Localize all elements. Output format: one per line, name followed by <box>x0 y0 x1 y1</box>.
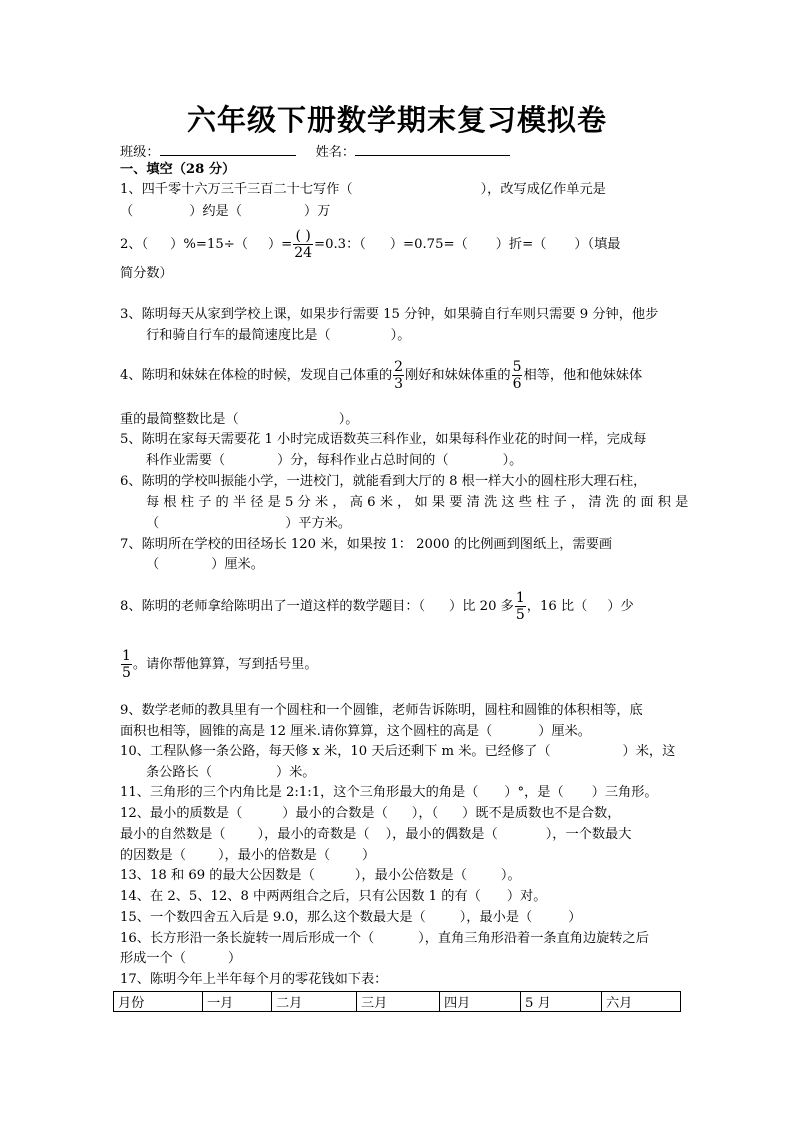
q13-text: ）。 <box>500 868 521 883</box>
q8-text: ）比 20 多 <box>449 599 514 614</box>
class-field[interactable] <box>160 141 296 156</box>
q15-text: ），最小是（ <box>459 910 533 925</box>
q1-text: ）万 <box>303 204 331 219</box>
question-4 <box>120 358 642 394</box>
section-heading: 一、填空（28 分） <box>120 162 236 177</box>
question-3-cont <box>146 327 410 345</box>
question-2-cont: 简分数） <box>120 266 173 281</box>
fraction-denominator: 5 <box>515 607 525 623</box>
fraction-denominator: 5 <box>122 665 131 681</box>
q2-text: =0.3：（ <box>314 237 366 252</box>
q16-text: 形成一个（ <box>120 951 186 966</box>
question-5-cont <box>146 452 522 470</box>
q11-text: 11、三角形的三个内角比是 2:1:1，这个三角形最大的角是（ <box>120 785 479 800</box>
header-row <box>120 141 510 162</box>
q2-text: ）（填最 <box>574 237 621 252</box>
q12-text: 12、最小的质数是（ <box>120 806 243 821</box>
q2-text: ）= <box>267 237 293 252</box>
allowance-table <box>113 991 681 1012</box>
question-14 <box>120 888 546 906</box>
q12-text: ），最小的偶数是（ <box>385 827 498 842</box>
question-2 <box>120 228 620 261</box>
q12-text: ）既不是质数也不是合数， <box>462 806 621 821</box>
question-4-cont <box>120 411 358 429</box>
q1-text: （ <box>120 204 134 219</box>
q12-text: ） <box>362 848 376 863</box>
table-row <box>114 992 681 1012</box>
question-15 <box>120 909 581 927</box>
q9-text: ）厘米。 <box>538 724 591 739</box>
q3-text: 行和骑自行车的最简速度比是（ <box>146 328 331 343</box>
q13-text: 13、18 和 69 的最大公因数是（ <box>120 868 315 883</box>
question-17: 17、陈明今年上半年每个月的零花钱如下表： <box>120 972 388 987</box>
q16-text: ），直角三角形沿着一条直角边旋转之后 <box>418 931 649 946</box>
q14-text: 14、在 2、5、12、8 中两两组合之后，只有公因数 1 的有（ <box>120 889 481 904</box>
question-13 <box>120 867 521 885</box>
table-header-cell: 六月 <box>602 992 681 1012</box>
question-1-cont <box>120 203 330 221</box>
q6-text: （ <box>146 516 160 531</box>
fraction-denominator: 6 <box>512 376 522 392</box>
q8-text: 8、陈明的老师拿给陈明出了一道这样的数学题目：（ <box>120 599 426 614</box>
q7-text: （ <box>146 557 160 572</box>
q6-text: ）平方米。 <box>285 516 352 531</box>
question-7-cont <box>146 556 264 574</box>
q5-text: ）。 <box>502 453 523 468</box>
name-label: 姓名： <box>315 145 356 160</box>
q14-text: ）对。 <box>506 889 547 904</box>
q12-text: ），（ <box>411 806 439 821</box>
class-label: 班级： <box>120 145 160 160</box>
question-6-cont: 每 根 柱 子 的 半 径 是 5 分 米 ， 高 6 米 ， 如 果 要 清 洗 这 些 柱 子 ， 清 洗 的 面 积 是 <box>146 495 689 510</box>
question-10-cont <box>146 764 316 782</box>
table-header-cell: 月份 <box>114 992 203 1012</box>
fraction <box>515 590 526 623</box>
q10-text: ）米。 <box>275 765 316 780</box>
fraction-denominator: 24 <box>294 245 313 261</box>
page-title: 六年级下册数学期末复习模拟卷 <box>186 103 607 137</box>
table-header-cell: 四月 <box>440 992 521 1012</box>
q2-text: ）%=15÷（ <box>170 237 248 252</box>
q15-text: 15、一个数四舍五入后是 9.0，那么这个数最大是（ <box>120 910 426 925</box>
q12-text: ），最小的奇数是（ <box>257 827 370 842</box>
table-header-cell: 三月 <box>357 992 440 1012</box>
q12-text: ），一个数最大 <box>545 827 632 842</box>
q11-text: ）三角形。 <box>591 785 658 800</box>
question-12-cont <box>120 826 631 844</box>
q4-text: 刚好和妹妹体重的 <box>405 368 511 383</box>
question-6: 6、陈明的学校叫振能小学，一进校门，就能看到大厅的 8 根一样大小的圆柱形大理石柱， <box>120 474 647 489</box>
q5-text: ）分，每科作业占总时间的（ <box>277 453 449 468</box>
q2-text: ）折=（ <box>495 237 547 252</box>
q10-text: 条公路长（ <box>146 765 212 780</box>
q3-text: ）。 <box>390 328 411 343</box>
q8-text: 。请你帮他算算，写到括号里。 <box>132 657 318 672</box>
fraction-numerator: 2 <box>394 359 404 375</box>
fraction <box>121 648 132 681</box>
q7-text: ）厘米。 <box>211 557 264 572</box>
q1-text: 1、四千零十六万三千三百二十七写作（ <box>120 182 353 197</box>
q12-text: ），最小的倍数是（ <box>217 848 331 863</box>
question-9: 9、数学老师的教具里有一个圆柱和一个圆锥，老师告诉陈明，圆柱和圆锥的体积相等，底 <box>120 703 643 718</box>
q8-text: ，16 比（ <box>526 599 588 614</box>
q5-text: 科作业需要（ <box>146 453 226 468</box>
q12-text: 的因数是（ <box>120 848 186 863</box>
q16-text: ） <box>227 951 242 966</box>
fraction-numerator: 1 <box>515 590 525 606</box>
q4-text: 4、陈明和妹妹在体检的时候，发现自己体重的 <box>120 368 393 383</box>
question-7: 7、陈明所在学校的田径场长 120 米，如果按 1： 2000 的比例画到图纸上，需要画 <box>120 537 613 552</box>
question-1 <box>120 181 606 199</box>
question-5: 5、陈明在家每天需要花 1 小时完成语数英三科作业，如果每科作业花的时间一样，完成每 <box>120 432 647 447</box>
q11-text: ）°，是（ <box>504 785 564 800</box>
table-header-cell: 一月 <box>203 992 272 1012</box>
fraction-denominator: 3 <box>394 376 404 392</box>
name-field[interactable] <box>355 141 510 156</box>
fraction <box>512 359 523 392</box>
q10-text: ）米，这 <box>622 744 676 759</box>
fraction-numerator: 5 <box>512 359 522 375</box>
q4-text: 重的最简整数比是（ <box>120 412 239 427</box>
question-3: 3、陈明每天从家到学校上课，如果步行需要 15 分钟，如果骑自行车则只需要 9 分钟，他步 <box>120 307 659 322</box>
q12-text: 最小的自然数是（ <box>120 827 226 842</box>
question-8-cont <box>120 647 318 683</box>
table-header-cell: 5 月 <box>521 992 602 1012</box>
fraction <box>393 359 404 392</box>
q13-text: ），最小公倍数是（ <box>354 868 467 883</box>
table-header-cell: 二月 <box>272 992 357 1012</box>
question-16-cont <box>120 950 241 968</box>
question-12-cont2 <box>120 847 375 865</box>
question-16 <box>120 930 649 948</box>
q15-text: ） <box>568 910 582 925</box>
q1-text: ），改写成亿作单元是 <box>480 182 606 197</box>
fraction <box>293 228 313 261</box>
q12-text: ）最小的合数是（ <box>282 806 388 821</box>
question-10 <box>120 743 675 761</box>
q4-text: 相等，他和他妹妹体 <box>523 368 643 383</box>
question-6-cont2 <box>146 515 351 533</box>
q9-text: 面积也相等，圆锥的高是 12 厘米.请你算算，这个圆柱的高是（ <box>120 724 493 739</box>
q8-text: ）少 <box>607 599 634 614</box>
fraction-numerator: 1 <box>122 648 131 664</box>
question-12 <box>120 805 620 823</box>
q16-text: 16、长方形沿一条长旋转一周后形成一个（ <box>120 931 375 946</box>
question-8 <box>120 589 634 625</box>
fraction-numerator: ( ) <box>293 228 313 245</box>
question-9-cont <box>120 723 591 741</box>
q4-text: ）。 <box>338 412 359 427</box>
question-11 <box>120 784 658 802</box>
q10-text: 10、工程队修一条公路，每天修 x 米，10 天后还剩下 m 米。已经修了（ <box>120 744 551 759</box>
q2-text: ）=0.75=（ <box>389 237 468 252</box>
q1-text: ）约是（ <box>189 204 242 219</box>
q2-text: 2、（ <box>120 237 149 252</box>
